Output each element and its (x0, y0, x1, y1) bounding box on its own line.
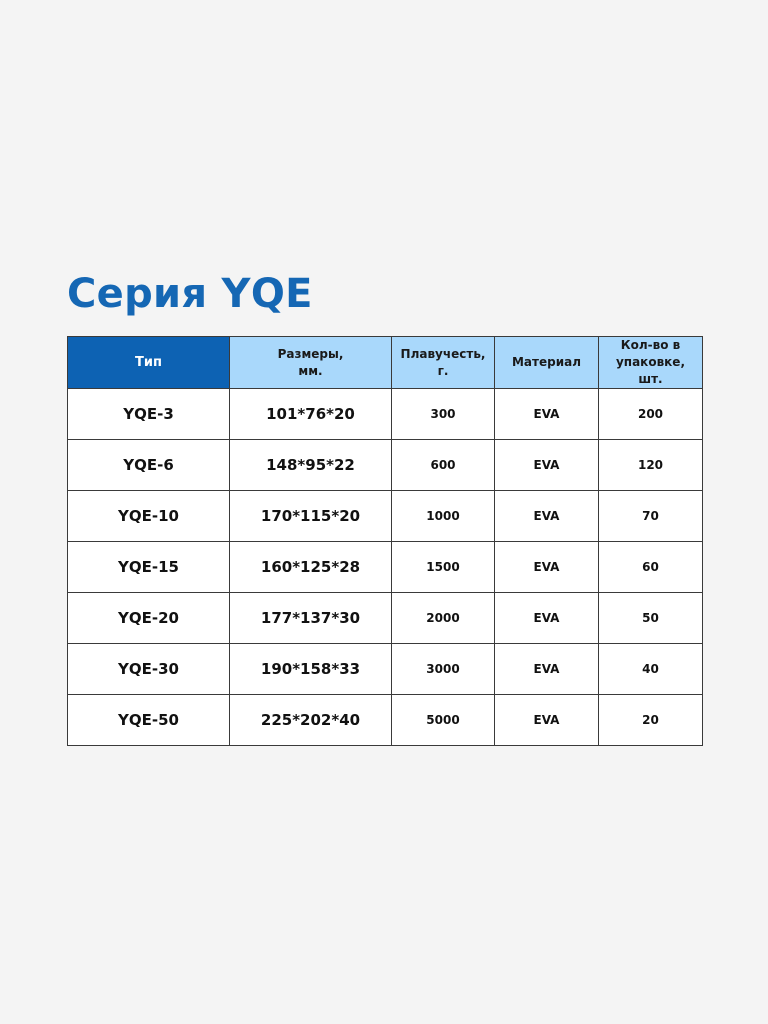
cell-buoyancy: 3000 (392, 644, 495, 695)
cell-material: EVA (495, 542, 599, 593)
cell-size: 170*115*20 (230, 491, 392, 542)
table-row (68, 695, 703, 746)
cell-material: EVA (495, 644, 599, 695)
spec-table (67, 336, 703, 746)
cell-buoyancy: 1000 (392, 491, 495, 542)
cell-size: 177*137*30 (230, 593, 392, 644)
cell-size: 160*125*28 (230, 542, 392, 593)
cell-qty: 20 (599, 695, 703, 746)
cell-type: YQE-20 (68, 593, 230, 644)
cell-buoyancy: 5000 (392, 695, 495, 746)
header-size-line2: мм. (298, 363, 323, 378)
cell-size: 101*76*20 (230, 389, 392, 440)
header-material: Материал (495, 337, 599, 389)
table-row (68, 542, 703, 593)
cell-qty: 50 (599, 593, 703, 644)
cell-type: YQE-6 (68, 440, 230, 491)
header-size (230, 337, 392, 389)
header-size-line1: Размеры, (277, 346, 344, 361)
table-row (68, 440, 703, 491)
cell-buoyancy: 1500 (392, 542, 495, 593)
cell-type: YQE-30 (68, 644, 230, 695)
table-row (68, 593, 703, 644)
cell-type: YQE-10 (68, 491, 230, 542)
header-qty-line2: упаковке, шт. (615, 355, 686, 386)
page-title: Серия YQE (67, 271, 313, 317)
header-buoyancy: Плавучесть, г. (392, 337, 495, 389)
header-qty (599, 337, 703, 389)
cell-size: 225*202*40 (230, 695, 392, 746)
table-row (68, 491, 703, 542)
cell-qty: 40 (599, 644, 703, 695)
cell-material: EVA (495, 695, 599, 746)
header-type: Тип (68, 337, 230, 389)
header-qty-line1: Кол-во в (620, 338, 681, 352)
cell-material: EVA (495, 491, 599, 542)
cell-type: YQE-50 (68, 695, 230, 746)
table-header-row (68, 337, 703, 389)
cell-type: YQE-15 (68, 542, 230, 593)
cell-size: 190*158*33 (230, 644, 392, 695)
cell-material: EVA (495, 389, 599, 440)
cell-type: YQE-3 (68, 389, 230, 440)
cell-qty: 120 (599, 440, 703, 491)
table-row (68, 389, 703, 440)
cell-buoyancy: 2000 (392, 593, 495, 644)
cell-material: EVA (495, 593, 599, 644)
cell-size: 148*95*22 (230, 440, 392, 491)
table-row (68, 644, 703, 695)
cell-buoyancy: 600 (392, 440, 495, 491)
cell-buoyancy: 300 (392, 389, 495, 440)
cell-qty: 60 (599, 542, 703, 593)
cell-material: EVA (495, 440, 599, 491)
cell-qty: 200 (599, 389, 703, 440)
cell-qty: 70 (599, 491, 703, 542)
